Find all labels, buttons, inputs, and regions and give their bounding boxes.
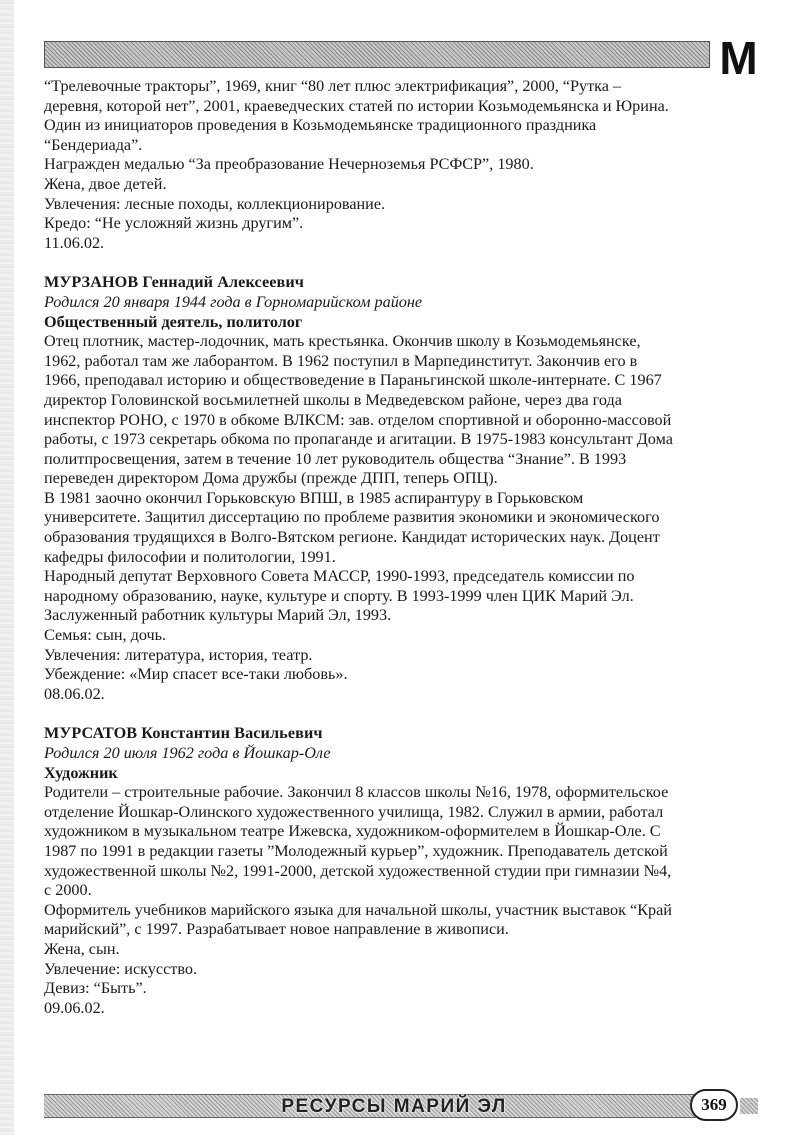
text-line: Жена, двое детей.	[44, 174, 167, 193]
text-line: Заслуженный работник культуры Марий Эл, 1993.	[44, 606, 392, 625]
entry-birth-info: Родился 20 января 1944 года в Горномарийском районе	[44, 292, 423, 311]
text-line: Награжден медалью “За преобразование Нечерноземья РСФСР”, 1980.	[44, 155, 534, 174]
text-line: инспектор РОНО, с 1970 в обкоме ВЛКСМ: зав. отделом спортивной и оборонно-массовой	[44, 410, 672, 429]
text-line: Увлечение: искусство.	[44, 959, 197, 978]
text-line: Убеждение: «Мир спасет все-таки любовь».	[44, 665, 348, 684]
text-line: кафедры философии и политологии, 1991.	[44, 547, 336, 566]
text-line: Увлечения: литература, история, театр.	[44, 645, 313, 664]
entry-role: Общественный деятель, политолог	[44, 312, 303, 331]
text-line: Увлечения: лесные походы, коллекционирование.	[44, 194, 386, 213]
text-line: художественной школы №2, 1991-2000, детской художественной студии при гимназии №4,	[44, 861, 672, 880]
continuation-block	[44, 77, 760, 253]
entry-name: МУРСАТОВ Константин Васильевич	[44, 724, 323, 743]
text-line: отделение Йошкар-Олинского художественного училища, 1982. Служил в армии, работал	[44, 802, 664, 821]
text-line: Жена, сын.	[44, 939, 120, 958]
entry-birth-info: Родился 20 июля 1962 года в Йошкар-Оле	[44, 744, 331, 762]
text-line: 1966, преподавал историю и обществоведение в Параньгинской школе-интернате. С 1967	[44, 371, 662, 390]
text-line: народному образованию, науке, культуре и спорту. В 1993-1999 член ЦИК Марий Эл.	[44, 586, 634, 605]
text-line: Девиз: “Быть”.	[44, 979, 147, 998]
text-line: Семья: сын, дочь.	[44, 626, 167, 645]
page-body	[44, 77, 760, 1018]
text-line: Отец плотник, мастер-лодочник, мать крестьянка. Окончив школу в Козьмодемьянске,	[44, 332, 641, 351]
text-line: переведен директором Дома дружбы (прежде ДПП, теперь ОПЦ).	[44, 469, 498, 488]
text-line: Народный депутат Верховного Совета МАССР, 1990-1993, председатель комиссии по	[44, 567, 635, 586]
text-line: 1962, работал там же лаборантом. В 1962 поступил в Марпединститут. Закончив его в	[44, 351, 638, 370]
footer-title: РЕСУРСЫ МАРИЙ ЭЛ	[281, 1096, 507, 1117]
entry-murzanov	[44, 273, 760, 704]
entry-name: МУРЗАНОВ Геннадий Алексеевич	[44, 273, 305, 292]
text-line: 08.06.02.	[44, 684, 105, 703]
text-line: Родители – строительные рабочие. Закончил 8 классов школы №16, 1978, оформительское	[44, 783, 669, 802]
text-line: Один из инициаторов проведения в Козьмодемьянске традиционного праздника	[44, 116, 597, 135]
text-line: директор Головинской восьмилетней школы в Медведевском районе, через два года	[44, 390, 622, 409]
text-line: В 1981 заочно окончил Горьковскую ВПШ, в 1985 аспирантуру в Горьковском	[44, 488, 584, 507]
scan-edge-shadow	[0, 0, 14, 1135]
text-line: “Бендериада”.	[44, 135, 143, 154]
text-line: образования трудящихся в Волго-Вятском регионе. Кандидат исторических наук. Доцент	[44, 528, 660, 547]
footer-band-tail	[740, 1098, 758, 1114]
text-line: работы, с 1973 секретарь обкома по пропаганде и агитации. В 1975-1983 консультант Дома	[44, 430, 673, 449]
page-number: 369	[690, 1089, 738, 1121]
text-line: университете. Защитил диссертацию по проблеме развития экономики и экономического	[44, 508, 660, 527]
text-line: 11.06.02.	[44, 233, 105, 252]
text-line: Кредо: “Не усложняй жизнь другим”.	[44, 214, 304, 233]
entry-role: Художник	[44, 763, 118, 782]
text-line: с 2000.	[44, 881, 92, 900]
text-line: 1987 по 1991 в редакции газеты ”Молодежный курьер”, художник. Преподаватель детской	[44, 841, 668, 860]
text-line: “Трелевочные тракторы”, 1969, книг “80 лет плюс электрификация”, 2000, “Рутка –	[44, 77, 622, 95]
section-letter-tab: М	[719, 32, 757, 84]
text-line: деревня, которой нет”, 2001, краеведческих статей по истории Козьмодемьянска и Юрина.	[44, 96, 669, 115]
text-line: марийский”, с 1997. Разрабатывает новое направление в живописи.	[44, 920, 509, 939]
text-line: Оформитель учебников марийского языка для начальной школы, участник выставок “Край	[44, 900, 672, 919]
text-line: политпросвещения, затем в течение 10 лет руководитель общества “Знание”. В 1993	[44, 449, 627, 468]
entry-mursatov	[44, 724, 760, 1018]
text-line: 09.06.02.	[44, 998, 105, 1017]
text-line: художником в музыкальном театре Ижевска, художником-оформителем в Йошкар-Оле. С	[44, 822, 661, 841]
header-decorative-band	[44, 41, 710, 68]
